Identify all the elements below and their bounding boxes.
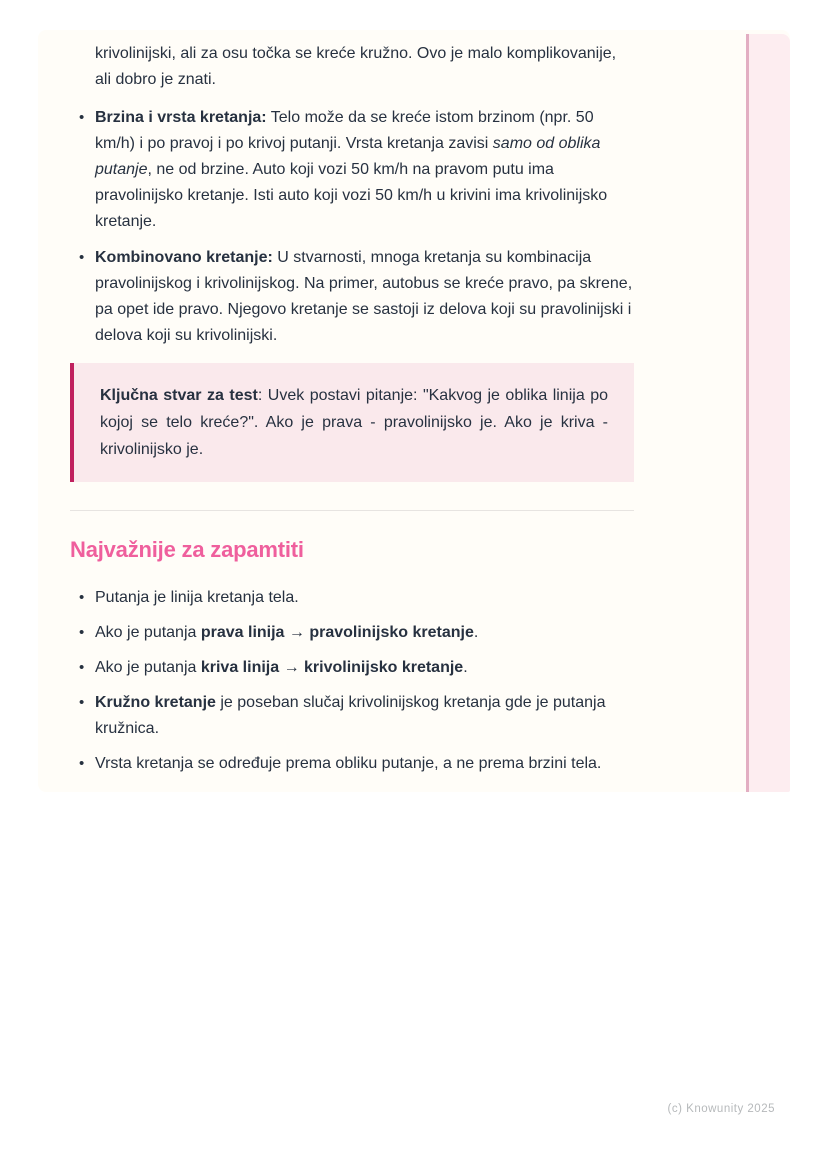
list-item-text: Brzina i vrsta kretanja: Telo može da se kreće istom brzinom (npr. 50 km/h) i po pravoj i po krivoj putanji. Vrsta kretanja zavisi samo od oblika putanje, ne od brzine. Auto koji vozi 50 km/h na pravom putu ima pravolinijsko kretanje. Isti auto koji vozi 50 km/h u krivini ima krivolinijsko kretanje. <box>95 109 608 230</box>
list-item <box>70 655 634 681</box>
paragraph-continuation: krivolinijski, ali za osu točka se kreće kružno. Ovo je malo komplikovanije, ali dobro je znati. <box>95 45 617 88</box>
topic-bullet-list <box>70 105 634 349</box>
list-item-text: Ako je putanja kriva linija → krivolinijsko kretanje. <box>95 659 468 676</box>
list-item <box>70 105 634 235</box>
list-item <box>70 620 634 646</box>
list-item-text: Ako je putanja prava linija → pravolinijsko kretanje. <box>95 624 479 641</box>
list-item-text: Kombinovano kretanje: U stvarnosti, mnoga kretanja su kombinacija pravolinijskog i krivolinijskog. Na primer, autobus se kreće pravo, pa skrene, pa opet ide pravo. Njegovo kretanje se sastoji iz delova koji su pravolinijski i delova koji su krivolinijski. <box>95 249 633 344</box>
section-heading: Najvažnije za zapamtiti <box>70 537 304 562</box>
copyright-notice: (c) Knowunity 2025 <box>667 1103 775 1115</box>
list-item-text: Kružno kretanje je poseban slučaj krivolinijskog kretanja gde je putanja kružnica. <box>95 694 606 737</box>
page-edge-highlight-bar <box>746 34 790 792</box>
list-item <box>70 245 634 349</box>
bullet-icon: • <box>79 109 85 126</box>
list-item <box>70 751 634 777</box>
bullet-icon: • <box>79 249 85 266</box>
bullet-icon: • <box>79 755 85 772</box>
bullet-icon: • <box>79 624 85 641</box>
bullet-icon: • <box>79 589 85 606</box>
list-item-text: Vrsta kretanja se određuje prema obliku putanje, a ne prema brzini tela. <box>95 755 602 772</box>
key-test-callout: Ključna stvar za test: Uvek postavi pitanje: "Kakvog je oblika linija po kojoj se telo kreće?". Ako je prava - pravolinijsko je. Ako je kriva - krivolinijsko je. <box>70 363 634 482</box>
list-item <box>70 585 634 611</box>
list-item <box>70 690 634 742</box>
bullet-icon: • <box>79 659 85 676</box>
summary-bullet-list <box>70 585 634 777</box>
list-item-text: Putanja je linija kretanja tela. <box>95 589 299 606</box>
document-page <box>38 30 790 792</box>
document-content <box>70 30 634 786</box>
bullet-icon: • <box>79 694 85 711</box>
section-divider <box>70 510 634 511</box>
